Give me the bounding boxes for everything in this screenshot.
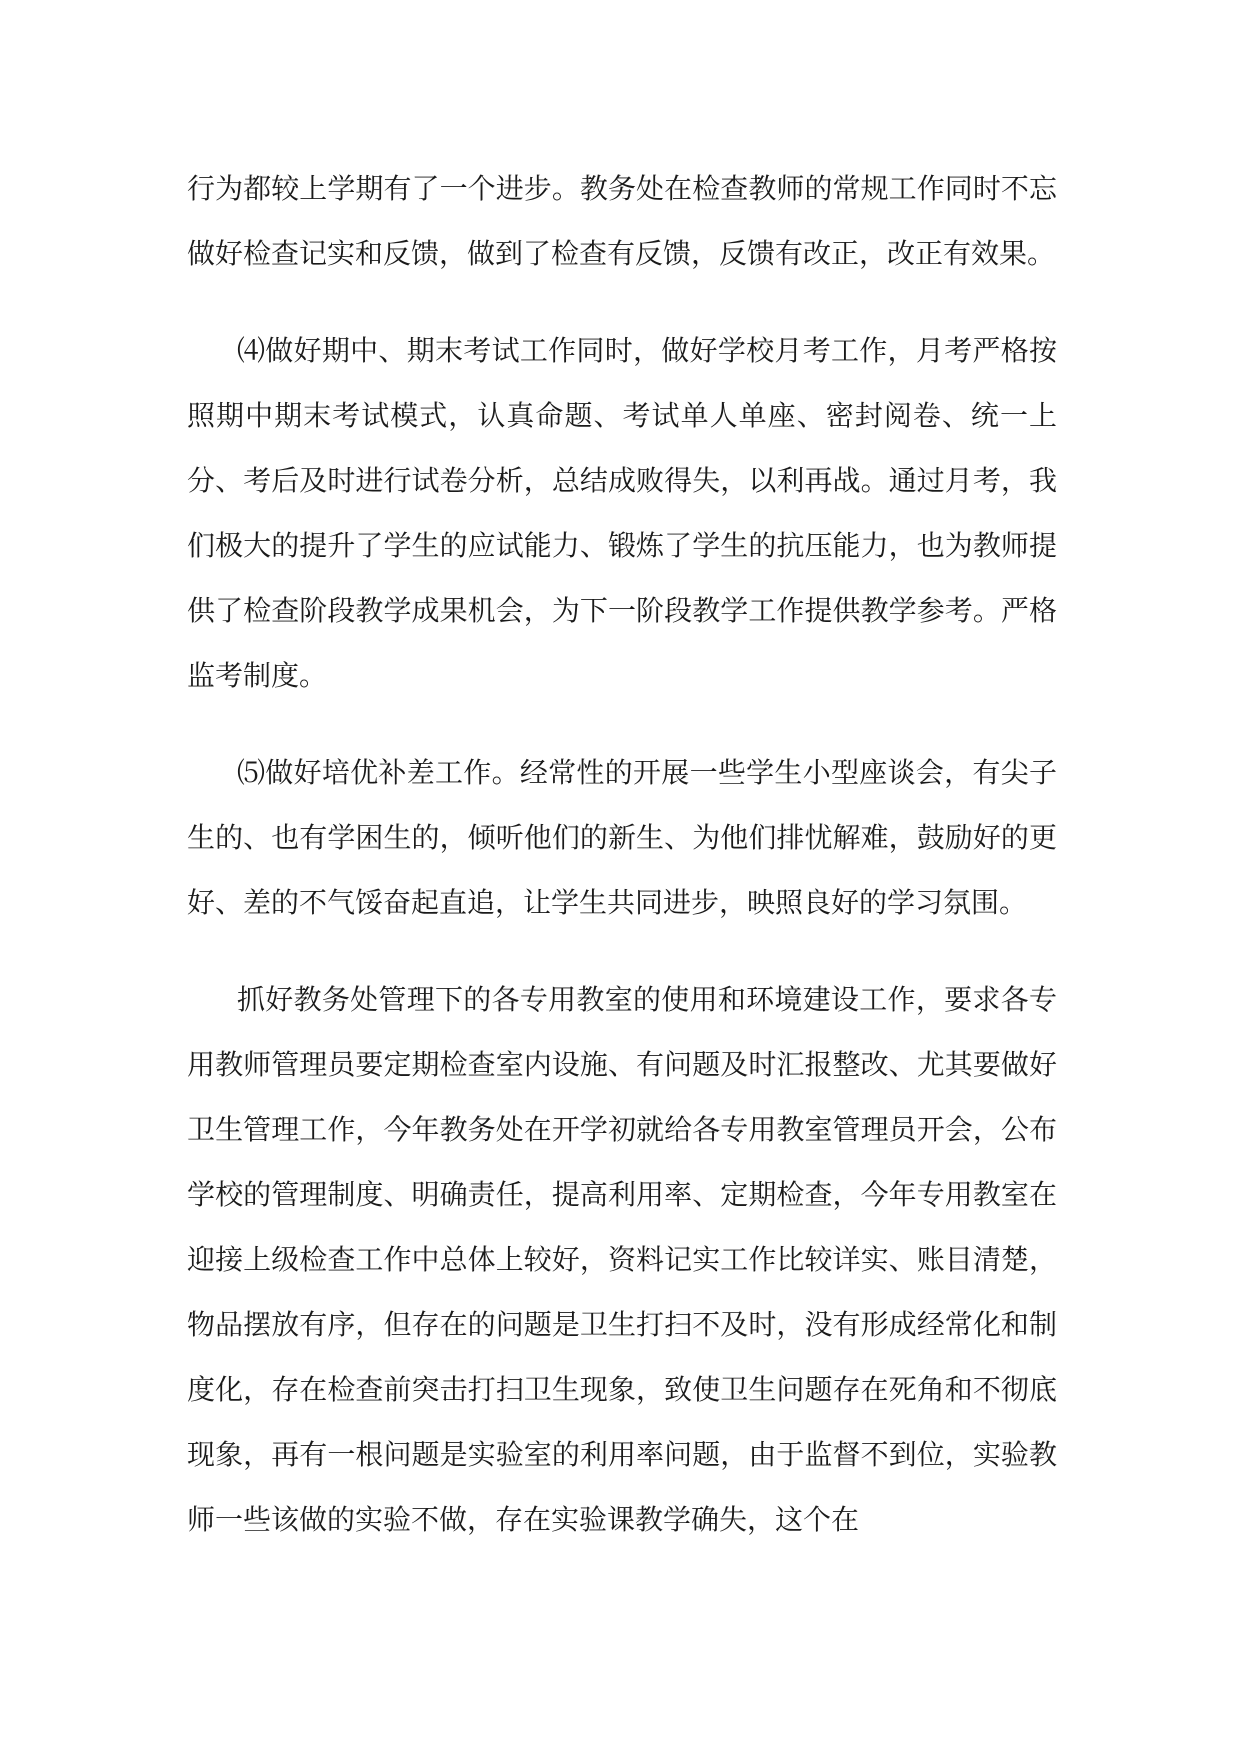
paragraph-4: 抓好教务处管理下的各专用教室的使用和环境建设工作，要求各专用教师管理员要定期检查室内设施、有问题及时汇报整改、尤其要做好卫生管理工作，今年教务处在开学初就给各专用教室管理员开会，公布学校的管理制度、明确责任，提高利用率、定期检查，今年专用教室在迎接上级检查工作中总体上较好，资料记实工作比较详实、账目清楚，物品摆放有序，但存在的问题是卫生打扫不及时，没有形成经常化和制度化，存在检查前突击打扫卫生现象，致使卫生问题存在死角和不彻底现象，再有一根问题是实验室的利用率问题，由于监督不到位，实验教师一些该做的实验不做，存在实验课教学确失，这个在 xyxy=(187,983,1057,1536)
paragraph-2: ⑷做好期中、期末考试工作同时，做好学校月考工作，月考严格按照期中期末考试模式，认真命题、考试单人单座、密封阅卷、统一上分、考后及时进行试卷分析，总结成败得失，以利再战。通过月考，我们极大的提升了学生的应试能力、锻炼了学生的抗压能力，也为教师提供了检查阶段教学成果机会，为下一阶段教学工作提供教学参考。严格监考制度。 xyxy=(187,334,1057,692)
paragraph-3: ⑸做好培优补差工作。经常性的开展一些学生小型座谈会，有尖子生的、也有学困生的，倾听他们的新生、为他们排忧解难，鼓励好的更好、差的不气馁奋起直追，让学生共同进步，映照良好的学习氛围。 xyxy=(187,756,1057,919)
document-body xyxy=(187,156,1057,1584)
paragraph-1: 行为都较上学期有了一个进步。教务处在检查教师的常规工作同时不忘做好检查记实和反馈，做到了检查有反馈，反馈有改正，改正有效果。 xyxy=(187,172,1057,270)
